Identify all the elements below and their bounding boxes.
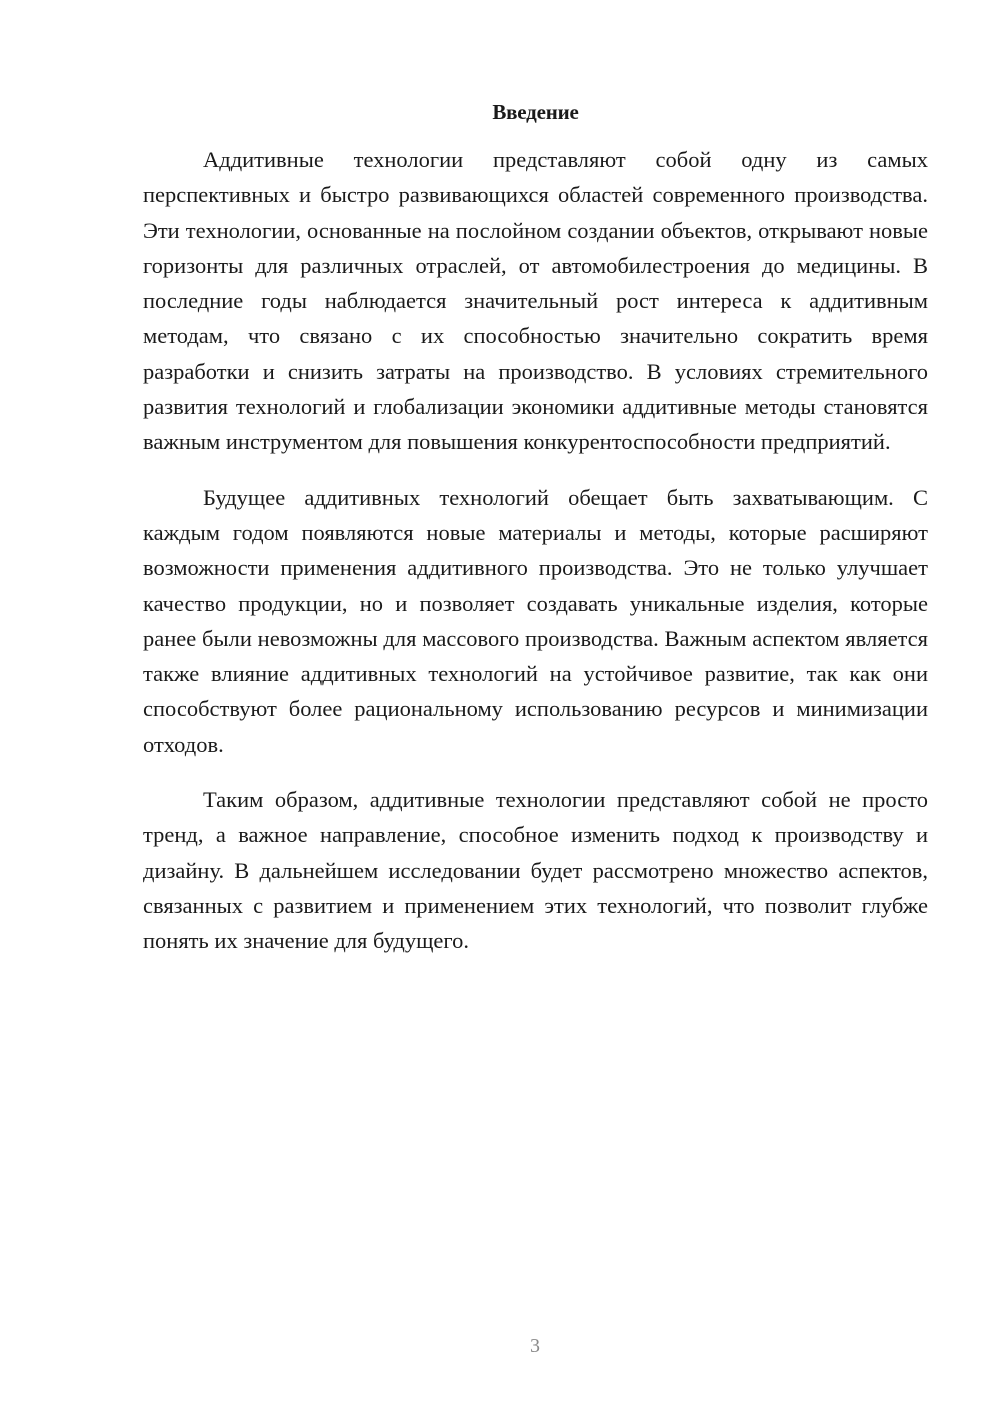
body-text <box>143 142 928 979</box>
paragraph-1: Аддитивные технологии представляют собой одну из самых перспективных и быстро развивающихся областей современного производства. Эти технологии, основанные на послойном создании объектов, открывают новые горизонты для различных отраслей, от автомобилестроения до медицины. В последние годы наблюдается значительный рост интереса к аддитивным методам, что связано с их способностью значительно сократить время разработки и снизить затраты на производство. В условиях стремительного развития технологий и глобализации экономики аддитивные методы становятся важным инструментом для повышения конкурентоспособности предприятий. <box>143 147 928 455</box>
section-title: Введение <box>492 100 579 124</box>
page-number: 3 <box>530 1335 540 1357</box>
paragraph-2: Будущее аддитивных технологий обещает быть захватывающим. С каждым годом появляются новые материалы и методы, которые расширяют возможности применения аддитивного производства. Это не только улучшает качество продукции, но и позволяет создавать уникальные изделия, которые ранее были невозможны для массового производства. Важным аспектом является также влияние аддитивных технологий на устойчивое развитие, так как они способствуют более рациональному использованию ресурсов и минимизации отходов. <box>143 484 928 757</box>
paragraph-3: Таким образом, аддитивные технологии представляют собой не просто тренд, а важное направление, способное изменить подход к производству и дизайну. В дальнейшем исследовании будет рассмотрено множество аспектов, связанных с развитием и применением этих технологий, что позволит глубже понять их значение для будущего. <box>143 787 928 954</box>
